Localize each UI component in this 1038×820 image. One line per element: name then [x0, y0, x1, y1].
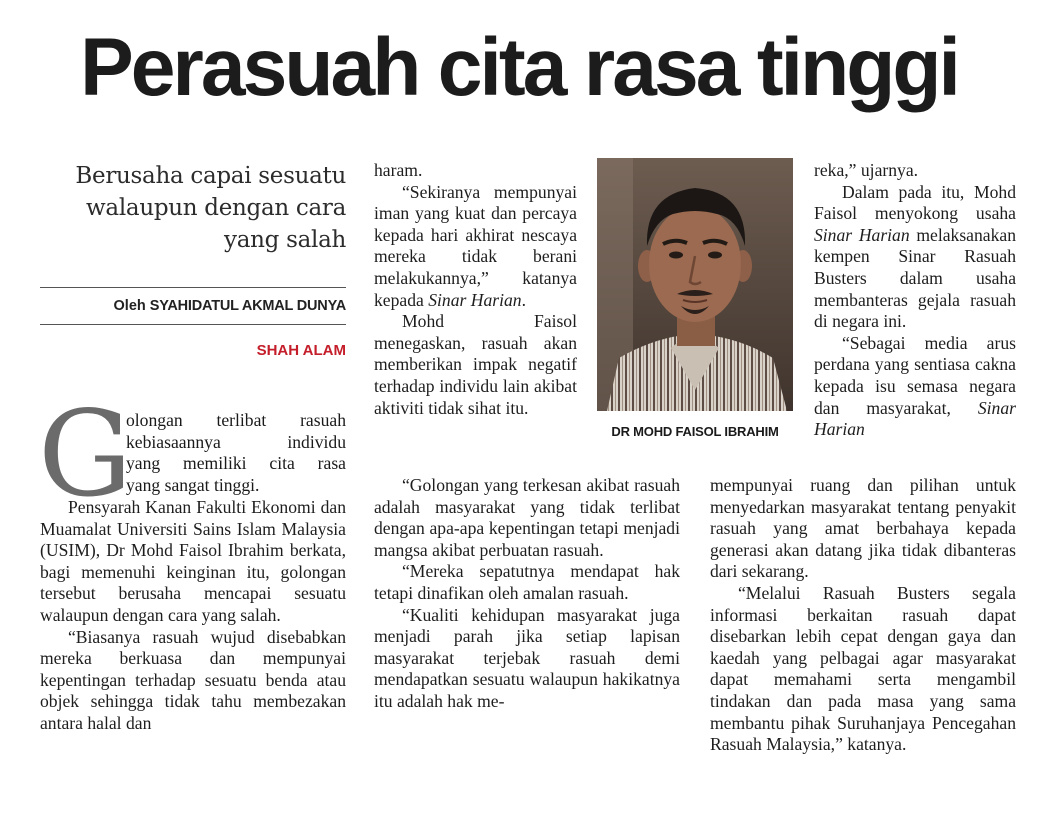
divider — [40, 324, 346, 325]
paragraph: Mohd Faisol menegaskan, rasuah akan memberikan impak negatif terhadap individu lain akibat aktiviti tidak sihat itu. — [374, 311, 577, 418]
byline-author: SYAHIDATUL AKMAL DUNYA — [149, 298, 346, 314]
paragraph: haram. — [374, 160, 423, 180]
publication-name: Sinar Harian — [814, 224, 910, 245]
lead-line: kebiasaannya individu — [126, 431, 346, 452]
portrait-illustration — [597, 158, 793, 411]
lead-paragraph — [126, 410, 346, 496]
paragraph: “Sekiranya mempunyai iman yang kuat dan percaya kepada hari akhirat nescaya mereka tidak berani melakukannya,” katanya kepada Sinar Harian. — [374, 181, 577, 310]
column-2-bottom — [374, 475, 680, 713]
column-3-top — [814, 160, 1016, 441]
lead-line: olongan terlibat rasuah — [126, 410, 346, 430]
photo-caption: DR MOHD FAISOL IBRAHIM — [611, 424, 779, 439]
column-1 — [40, 497, 346, 735]
paragraph: reka,” ujarnya. — [814, 160, 919, 180]
deck-line: walaupun dengan cara — [86, 195, 346, 221]
paragraph: “Melalui Rasuah Busters segala informasi berkaitan rasuah dapat disebarkan lebih cepat dengan gaya dan kaedah yang pelbagai agar masyarakat dapat memahami serta mengambil tindakan dan pada masa yang sama membantu pihak Suruhanjaya Pencegahan Rasuah Malaysia,” katanya. — [710, 582, 1016, 755]
lead-line: yang sangat tinggi. — [126, 474, 260, 495]
paragraph: “Kualiti kehidupan masyarakat juga menjadi parah jika setiap lapisan masyarakat terjebak rasuah demi mendapatkan sesuatu walaupun hakikatnya itu adalah hak me- — [374, 604, 680, 711]
column-2-top — [374, 160, 577, 419]
dateline: SHAH ALAM — [256, 342, 346, 359]
paragraph: Dalam pada itu, Mohd Faisol menyokong usaha Sinar Harian melaksanakan kempen Sinar Rasuah Busters dalam usaha membanteras gejala rasuah di negara ini. — [814, 181, 1016, 332]
publication-name: Sinar Harian — [428, 289, 522, 310]
headline: Perasuah cita rasa tinggi — [80, 22, 958, 113]
lead-line: yang memiliki cita rasa — [126, 453, 346, 474]
divider — [40, 287, 346, 288]
paragraph: “Mereka sepatutnya mendapat hak tetapi dinafikan oleh amalan rasuah. — [374, 561, 680, 603]
paragraph: mempunyai ruang dan pilihan untuk menyedarkan masyarakat tentang penyakit rasuah yang amat berbahaya kepada generasi akan datang jika tidak dibanteras dari sekarang. — [710, 475, 1016, 582]
paragraph: “Golongan yang terkesan akibat rasuah adalah masyarakat yang tidak terlibat dengan apa-apa kepentingan tetapi menjadi mangsa akibat perbuatan rasuah. — [374, 475, 680, 560]
paragraph: “Sebagai media arus perdana yang sentiasa cakna kepada isu semasa negara dan masyarakat, Sinar Harian — [814, 332, 1016, 440]
paragraph: “Biasanya rasuah wujud disebabkan mereka berkuasa dan mempunyai kepentingan terhadap sesuatu benda atau objek sehingga tidak tahu membezakan antara halal dan — [40, 626, 346, 733]
column-3-bottom — [710, 475, 1016, 756]
deck-line: Berusaha capai sesuatu — [75, 163, 346, 189]
article-deck — [60, 160, 346, 256]
portrait-photo — [597, 158, 793, 411]
byline — [40, 298, 346, 314]
publication-name: Sinar Harian — [814, 397, 1016, 440]
deck-line: yang salah — [224, 227, 346, 253]
drop-cap: G — [38, 385, 133, 523]
paragraph: Pensyarah Kanan Fakulti Ekonomi dan Muamalat Universiti Sains Islam Malaysia (USIM), Dr Mohd Faisol Ibrahim berkata, bagi memenuhi keinginan itu, golongan tersebut berusaha mencapai sesuatu walaupun dengan cara yang salah. — [40, 497, 346, 625]
byline-prefix: Oleh — [113, 298, 146, 314]
